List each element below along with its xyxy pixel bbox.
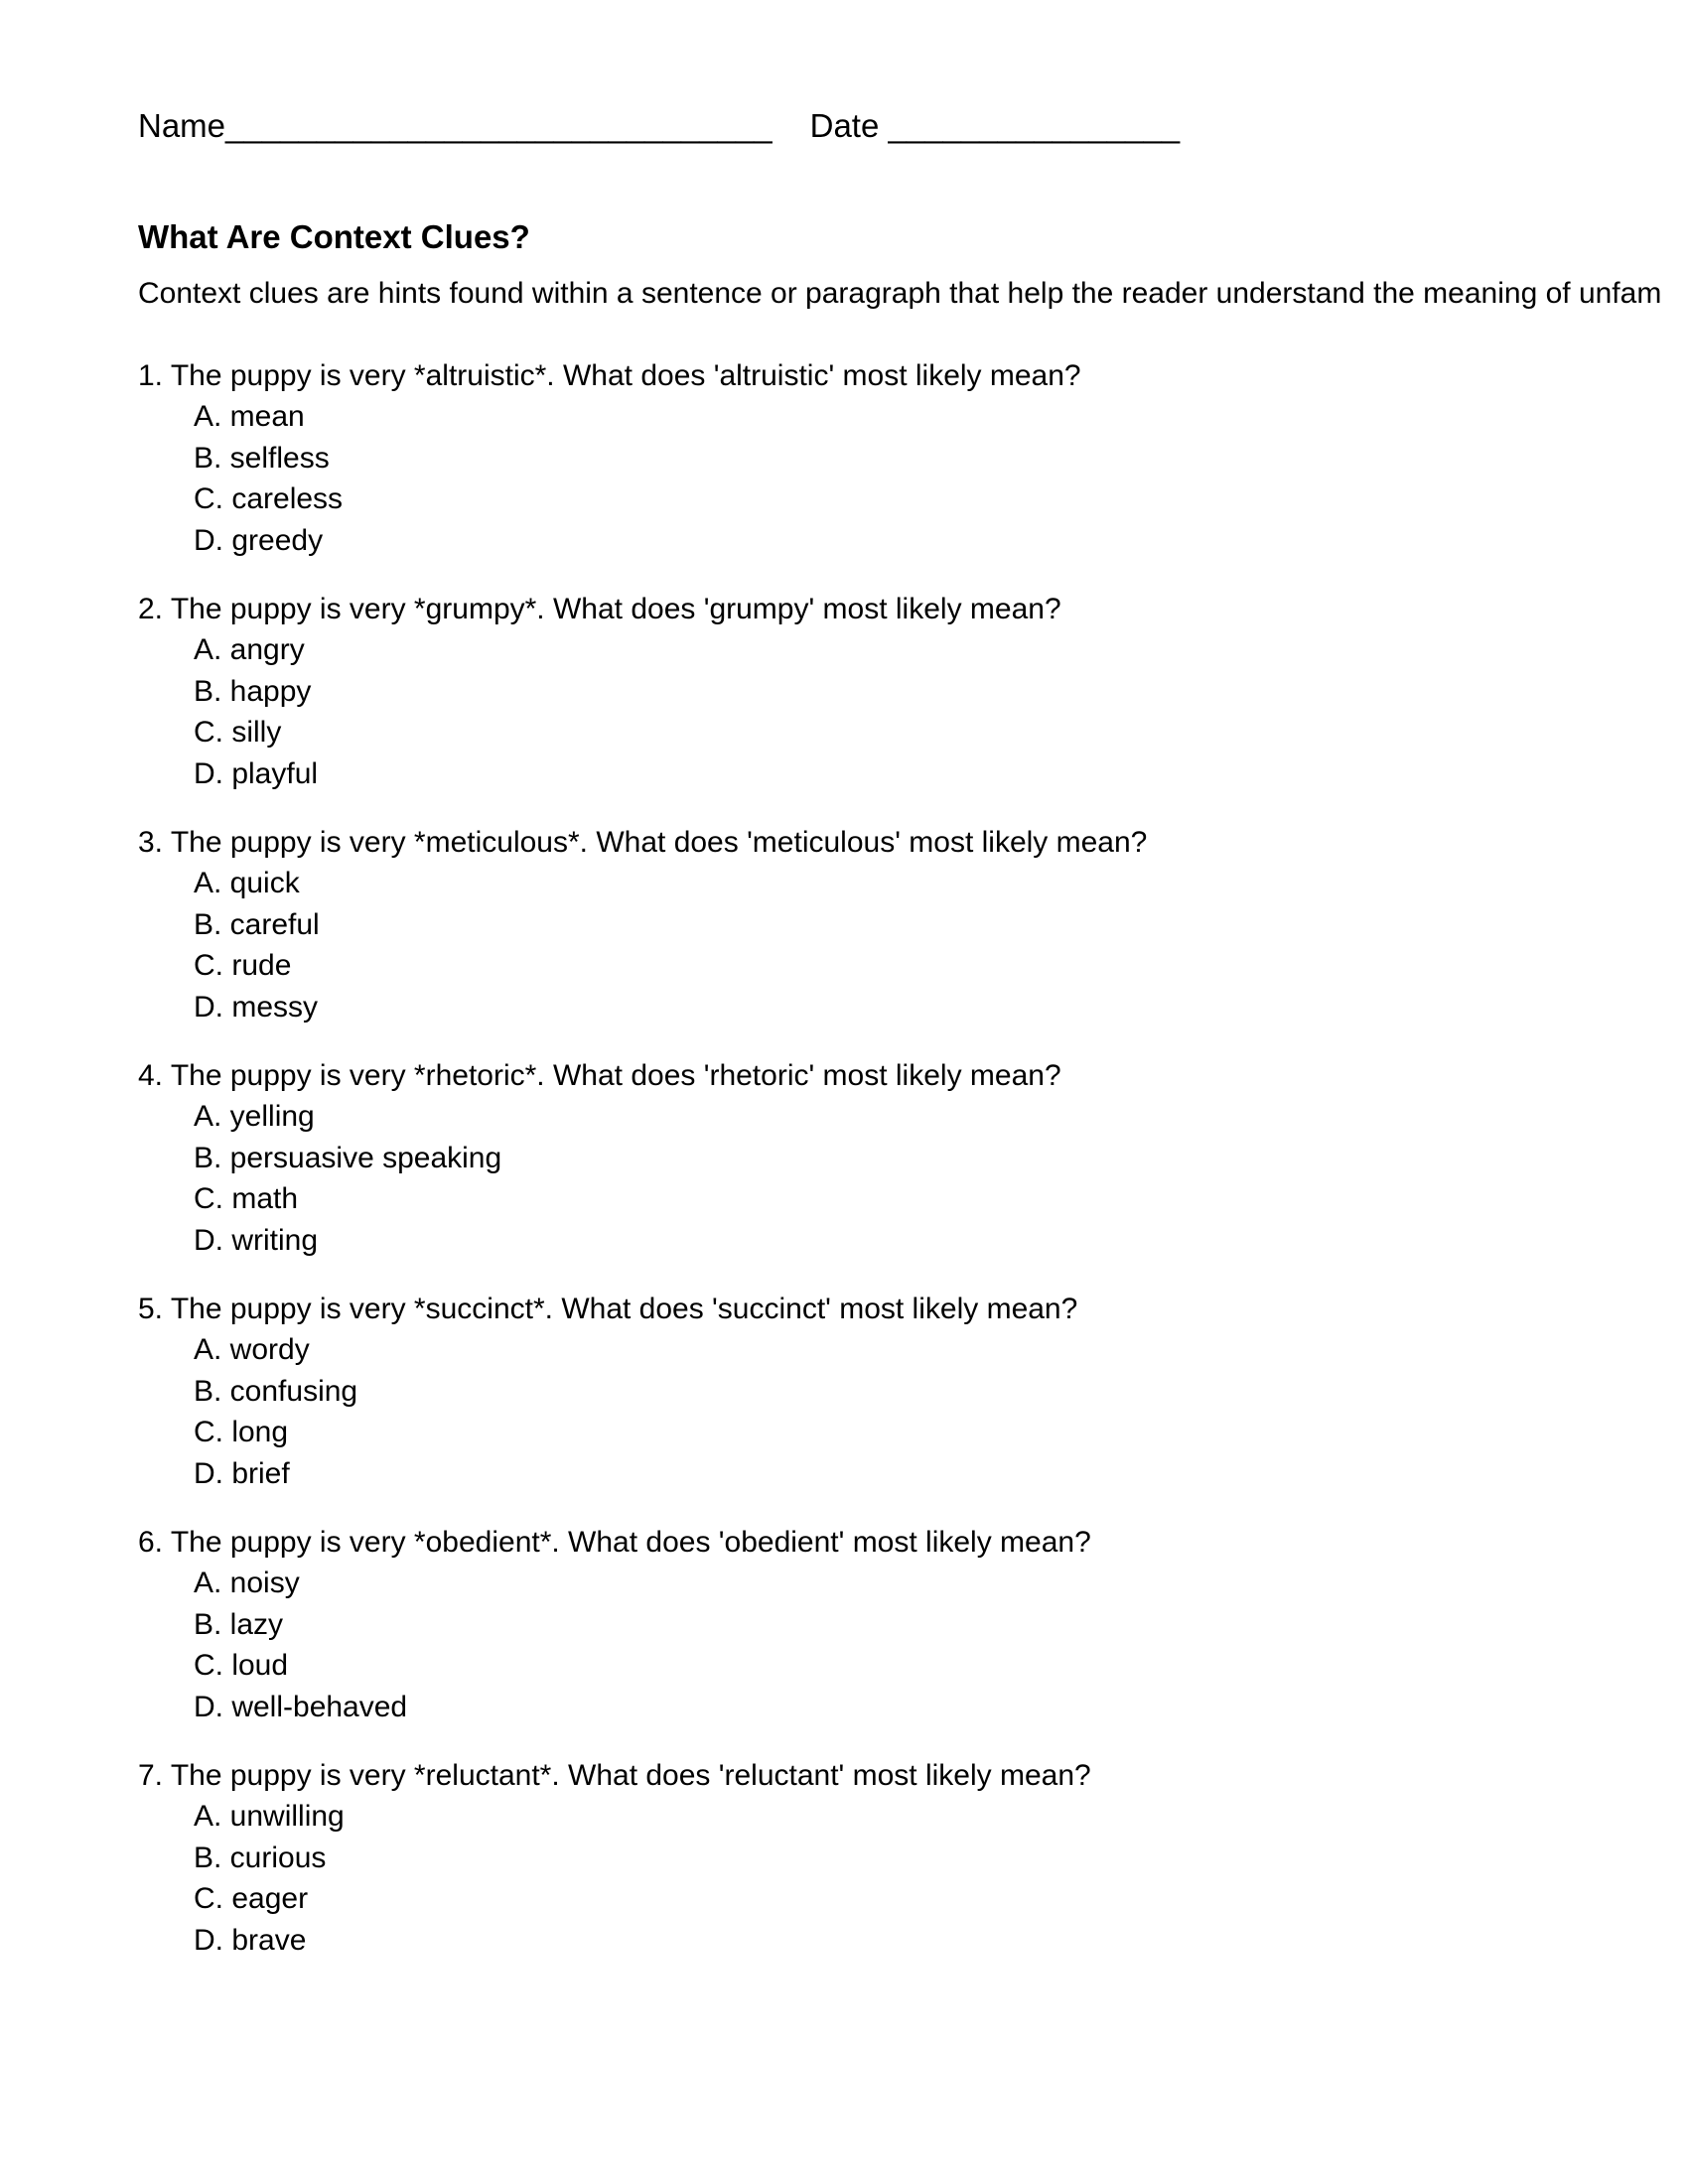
question-text: 6. The puppy is very *obedient*. What does 'obedient' most likely mean? [138, 1526, 1091, 1559]
question-2 [138, 589, 1627, 822]
question-5 [138, 1289, 1627, 1522]
answer-options [138, 1096, 1627, 1261]
answer-option[interactable]: D. greedy [194, 523, 324, 557]
answer-option[interactable]: A. noisy [194, 1567, 300, 1599]
answer-option[interactable]: A. quick [194, 867, 300, 899]
answer-option[interactable]: C. rude [194, 949, 292, 982]
answer-option[interactable]: D. messy [194, 990, 319, 1024]
answer-option[interactable]: D. well-behaved [194, 1690, 408, 1723]
question-text: 5. The puppy is very *succinct*. What does 'succinct' most likely mean? [138, 1293, 1078, 1325]
question-text: 7. The puppy is very *reluctant*. What does 'reluctant' most likely mean? [138, 1759, 1091, 1792]
answer-option[interactable]: D. writing [194, 1223, 319, 1257]
answer-option[interactable]: C. careless [194, 482, 344, 515]
answer-options [138, 1563, 1627, 1727]
answer-options [138, 863, 1627, 1027]
question-list [138, 355, 1627, 1988]
question-7 [138, 1755, 1627, 1988]
answer-option[interactable]: C. loud [194, 1649, 289, 1682]
answer-option[interactable]: B. selfless [194, 441, 330, 475]
answer-options [138, 1796, 1627, 1961]
question-text: 2. The puppy is very *grumpy*. What does 'grumpy' most likely mean? [138, 593, 1061, 625]
answer-options [138, 629, 1627, 794]
answer-option[interactable]: B. persuasive speaking [194, 1141, 502, 1174]
date-field-line[interactable]: Date ________________ [809, 107, 1181, 144]
answer-options [138, 1329, 1627, 1494]
answer-option[interactable]: B. confusing [194, 1374, 358, 1408]
answer-option[interactable]: B. happy [194, 674, 312, 708]
section-heading: What Are Context Clues? [138, 218, 530, 255]
question-text: 4. The puppy is very *rhetoric*. What does 'rhetoric' most likely mean? [138, 1059, 1061, 1092]
question-text: 1. The puppy is very *altruistic*. What does 'altruistic' most likely mean? [138, 359, 1081, 392]
answer-options [138, 396, 1627, 561]
answer-option[interactable]: D. brave [194, 1923, 307, 1957]
name-field-line[interactable]: Name______________________________ [138, 107, 773, 144]
answer-option[interactable]: B. lazy [194, 1607, 284, 1641]
answer-option[interactable]: A. unwilling [194, 1800, 345, 1833]
question-4 [138, 1055, 1627, 1289]
answer-option[interactable]: A. wordy [194, 1333, 310, 1366]
intro-paragraph: Context clues are hints found within a sentence or paragraph that help the reader understand the meaning of unfam [138, 277, 1662, 310]
answer-option[interactable]: B. careful [194, 907, 320, 941]
question-text: 3. The puppy is very *meticulous*. What does 'meticulous' most likely mean? [138, 826, 1148, 859]
answer-option[interactable]: C. long [194, 1416, 289, 1448]
answer-option[interactable]: C. eager [194, 1882, 309, 1915]
question-1 [138, 355, 1627, 589]
answer-option[interactable]: D. playful [194, 756, 319, 790]
answer-option[interactable]: C. silly [194, 716, 282, 749]
answer-option[interactable]: B. curious [194, 1841, 327, 1874]
question-6 [138, 1522, 1627, 1755]
answer-option[interactable]: A. mean [194, 400, 305, 433]
answer-option[interactable]: D. brief [194, 1456, 290, 1490]
answer-option[interactable]: A. yelling [194, 1100, 315, 1133]
answer-option[interactable]: A. angry [194, 633, 305, 666]
name-date-line [138, 105, 1180, 147]
answer-option[interactable]: C. math [194, 1182, 299, 1215]
question-3 [138, 822, 1627, 1055]
